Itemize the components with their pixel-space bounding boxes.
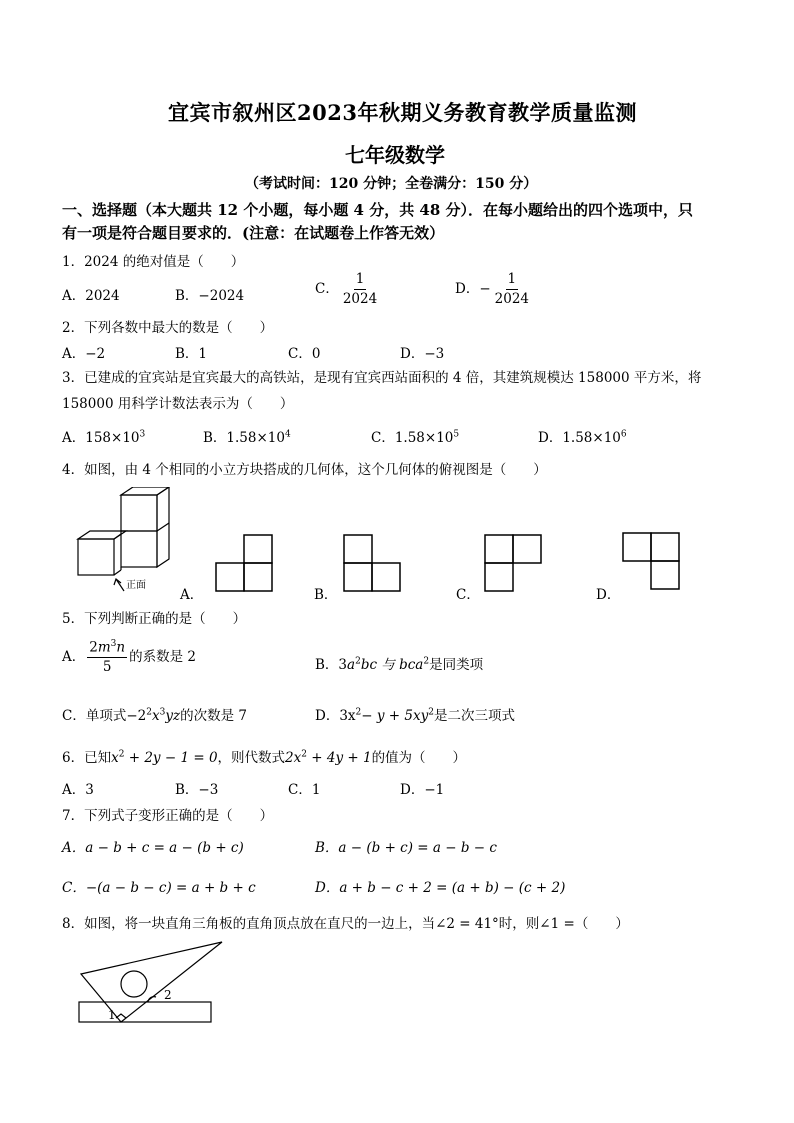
option-text: B．1.58×10 [203, 430, 285, 446]
expression: x [111, 750, 119, 766]
question-3-option-b [203, 426, 291, 446]
question-7-option-a: A．a − b + c = a − (b + c) [62, 840, 244, 856]
variable: n [116, 639, 126, 656]
fraction [493, 272, 531, 307]
question-1-option-c [315, 272, 381, 307]
coefficient: 2 [89, 639, 98, 656]
option-d-top-view [621, 532, 681, 592]
variable: a [347, 657, 356, 673]
variable: yz [165, 708, 181, 724]
question-2-option-a: A．−2 [62, 346, 106, 362]
question-7-option-d: D．a + b − c + 2 = (a + b) − (c + 2) [315, 880, 566, 896]
option-text: A．158×10 [62, 430, 140, 446]
section-heading-line1: 一、选择题（本大题共 12 个小题，每小题 4 分，共 48 分）．在每小题给出的四个选项中，只 [62, 201, 694, 219]
question-5-option-a [62, 640, 196, 675]
question-3-option-c [371, 426, 459, 446]
question-1-stem: 1．2024 的绝对值是（ ） [62, 254, 245, 270]
front-label: 正面 [126, 580, 146, 591]
option-suffix: 的系数是 2 [129, 649, 196, 666]
option-prefix: A． [62, 649, 86, 666]
question-2-option-b: B．1 [175, 346, 208, 362]
option-prefix: D．3x [315, 708, 356, 724]
option-text: C．1.58×10 [371, 430, 454, 446]
variable: m [97, 639, 111, 656]
option-a-top-view [214, 534, 274, 594]
question-2-stem: 2．下列各数中最大的数是（ ） [62, 320, 274, 336]
option-prefix: C．单项式−2 [62, 708, 147, 724]
option-suffix: 是同类项 [429, 657, 484, 673]
exponent: 2 [355, 707, 362, 718]
exponent: 3 [139, 429, 146, 440]
question-3-option-a [62, 426, 145, 446]
angle-1-label: 1 [108, 1008, 116, 1022]
numerator [87, 640, 127, 658]
question-1-option-d [455, 272, 533, 307]
question-6-stem [62, 746, 466, 766]
question-8-stem: 8．如图，将一块直角三角板的直角顶点放在直尺的一边上，当∠2 = 41°时，则∠1 =（ ） [62, 916, 629, 932]
question-6-option-c: C．1 [288, 782, 321, 798]
exponent: 3 [110, 639, 117, 649]
option-prefix: D．− [455, 280, 491, 297]
denominator: 2024 [494, 290, 529, 307]
exponent: 2 [146, 707, 152, 718]
option-suffix: 是二次三项式 [433, 708, 515, 724]
expression: 2x [285, 750, 302, 766]
exponent: 2 [301, 749, 307, 760]
question-4-stem: 4．如图，由 4 个相同的小立方块搭成的几何体，这个几何体的俯视图是（ ） [62, 462, 547, 478]
question-3-stem-line2: 158000 用科学计数法表示为（ ） [62, 396, 294, 412]
question-2-option-d: D．−3 [400, 346, 445, 362]
cube-figure [74, 487, 184, 597]
exponent: 6 [620, 429, 627, 440]
question-7-option-b: B．a − (b + c) = a − b − c [315, 840, 497, 856]
question-2-option-c: C．0 [288, 346, 321, 362]
angle-2-label: 2 [164, 988, 172, 1002]
page-subtitle: 七年级数学 [345, 143, 445, 167]
option-text: D．1.58×10 [538, 430, 621, 446]
option-c-top-view [483, 534, 543, 594]
exponent: 2 [423, 656, 430, 667]
question-1-option-a: A．2024 [62, 288, 120, 304]
question-5-stem: 5．下列判断正确的是（ ） [62, 611, 247, 627]
section-heading-line2: 有一项是符合题目要求的．(注意：在试题卷上作答无效） [62, 224, 445, 242]
question-3-stem-line1: 3．已建成的宜宾站是宜宾最大的高铁站，是现有宜宾西站面积的 4 倍，其建筑规模达 158000 平方米，将 [62, 370, 702, 386]
question-4-option-d: D． [596, 587, 621, 603]
numerator: 1 [506, 272, 519, 290]
exponent: 3 [159, 707, 166, 718]
exponent: 2 [428, 707, 434, 718]
exponent: 5 [453, 429, 460, 440]
variable: x [151, 708, 160, 724]
page-title: 宜宾市叙州区2023年秋期义务教育教学质量监测 [168, 100, 637, 125]
exponent: 4 [284, 429, 291, 440]
question-4-option-a: A． [180, 587, 204, 603]
denominator: 2024 [342, 290, 378, 307]
question-6-option-b: B．−3 [175, 782, 219, 798]
question-6-option-d: D．−1 [400, 782, 445, 798]
option-expression: bc 与 bca [360, 657, 424, 673]
fraction [341, 272, 379, 307]
stem-prefix: 6．已知 [62, 750, 112, 766]
exponent: 2 [355, 656, 361, 667]
question-5-option-c [62, 704, 247, 724]
question-3-option-d [538, 426, 627, 446]
triangle-ruler-figure [76, 936, 226, 1026]
question-4-option-c: C． [456, 587, 480, 603]
question-7-stem: 7．下列式子变形正确的是（ ） [62, 808, 274, 824]
question-7-option-c: C．−(a − b − c) = a + b + c [62, 880, 256, 896]
question-6-option-a: A．3 [62, 782, 94, 798]
option-prefix: B．3 [315, 657, 348, 673]
option-b-top-view [342, 534, 402, 594]
denominator: 5 [102, 659, 112, 676]
option-suffix: 的次数是 7 [180, 708, 247, 724]
stem-middle: ，则代数式 [217, 750, 286, 766]
expression: + 4y + 1 [306, 750, 372, 766]
fraction [87, 640, 127, 675]
exam-info: （考试时间：120 分钟；全卷满分：150 分） [245, 176, 538, 192]
stem-suffix: 的值为（ ） [371, 750, 467, 766]
question-4-option-b: B． [314, 587, 338, 603]
question-1-option-b: B．−2024 [175, 288, 245, 304]
option-expression: − y + 5xy [361, 708, 429, 724]
expression: + 2y − 1 = 0 [124, 750, 218, 766]
option-prefix: C． [315, 280, 339, 297]
question-5-option-d [315, 704, 515, 724]
exponent: 2 [118, 749, 125, 760]
numerator: 1 [354, 272, 367, 290]
question-5-option-b [315, 653, 483, 673]
